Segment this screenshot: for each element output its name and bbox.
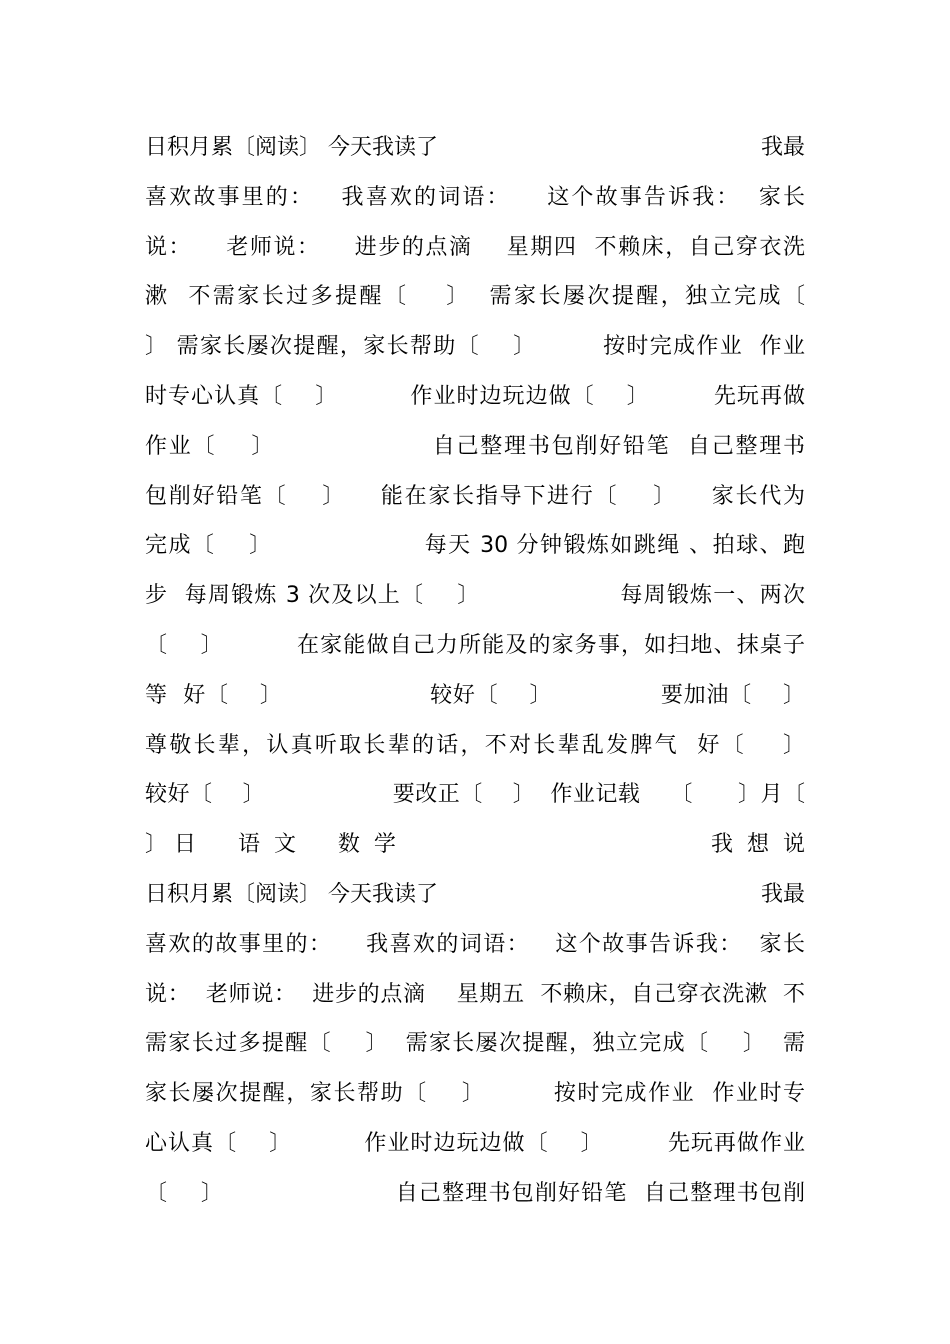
text-line xyxy=(145,277,805,317)
text-line xyxy=(145,925,805,965)
text-line xyxy=(145,427,805,467)
text-line xyxy=(145,875,805,915)
text-line xyxy=(145,1124,805,1164)
text-line xyxy=(145,178,805,218)
line-text: 心认真〔 〕 作业时边玩边做〔 〕 先玩再做作业 xyxy=(145,1131,805,1156)
line-text: 尊敬长辈，认真听取长辈的话，不对长辈乱发脾气 好〔 〕 xyxy=(145,732,805,758)
text-line xyxy=(145,825,805,865)
text-line xyxy=(145,726,805,766)
text-line xyxy=(145,228,805,268)
line-text: 喜欢故事里的： 我喜欢的词语： 这个故事告诉我： 家长 xyxy=(145,184,805,210)
text-line xyxy=(145,1024,805,1064)
line-text: 较好〔 〕 要改正〔 〕 作业记载 〔 〕月〔 xyxy=(145,782,805,808)
text-line xyxy=(145,526,805,566)
text-line xyxy=(145,626,805,666)
text-line xyxy=(145,676,805,716)
line-text: 步 每周锻炼 3 次及以上〔 〕 每周锻炼一、两次 xyxy=(145,583,805,609)
line-text: 〔 〕 在家能做自己力所能及的家务事，如扫地、抹桌子 xyxy=(145,633,805,658)
line-text-left: 〕 日 语 文 数 学 xyxy=(145,832,396,858)
line-text: 需家长过多提醒〔 〕 需家长屡次提醒，独立完成〔 〕 需 xyxy=(145,1031,805,1057)
text-line xyxy=(145,975,805,1015)
line-text: 〕 需家长屡次提醒，家长帮助〔 〕 按时完成作业 作业 xyxy=(145,334,805,360)
line-text: 说： 老师说： 进步的点滴 星期五 不赖床，自己穿衣洗漱 不 xyxy=(145,981,805,1007)
line-text: 等 好〔 〕 较好〔 〕 要加油〔 〕 xyxy=(145,682,805,708)
line-text: 〔 〕 自己整理书包削好铅笔 自己整理书包削 xyxy=(145,1180,805,1206)
line-text: 时专心认真〔 〕 作业时边玩边做〔 〕 先玩再做 xyxy=(145,384,805,409)
line-text-right: 我最 xyxy=(760,135,805,160)
line-text-left: 日积月累〔阅读〕 今天我读了 xyxy=(145,135,438,160)
text-line xyxy=(145,1074,805,1114)
line-text: 完成〔 〕 每天 30 分钟锻炼如跳绳 、拍球、跑 xyxy=(145,533,805,559)
line-text: 包削好铅笔〔 〕 能在家长指导下进行〔 〕 家长代为 xyxy=(145,483,805,509)
line-text: 漱 不需家长过多提醒〔 〕 需家长屡次提醒，独立完成〔 xyxy=(145,284,805,310)
line-text-right: 我 想 说 xyxy=(711,832,805,858)
line-text-right: 我最 xyxy=(760,882,805,907)
line-text-left: 日积月累〔阅读〕 今天我读了 xyxy=(145,882,438,907)
text-line xyxy=(145,327,805,367)
line-text: 喜欢的故事里的： 我喜欢的词语： 这个故事告诉我： 家长 xyxy=(145,931,805,957)
text-line xyxy=(145,775,805,815)
text-line xyxy=(145,377,805,417)
text-line xyxy=(145,576,805,616)
text-line xyxy=(145,1174,805,1214)
line-text: 作业〔 〕 自己整理书包削好铅笔 自己整理书 xyxy=(145,433,805,459)
text-line xyxy=(145,477,805,517)
line-text: 说： 老师说： 进步的点滴 星期四 不赖床，自己穿衣洗 xyxy=(145,234,805,260)
text-line xyxy=(145,128,805,168)
line-text: 家长屡次提醒，家长帮助〔 〕 按时完成作业 作业时专 xyxy=(145,1081,805,1107)
